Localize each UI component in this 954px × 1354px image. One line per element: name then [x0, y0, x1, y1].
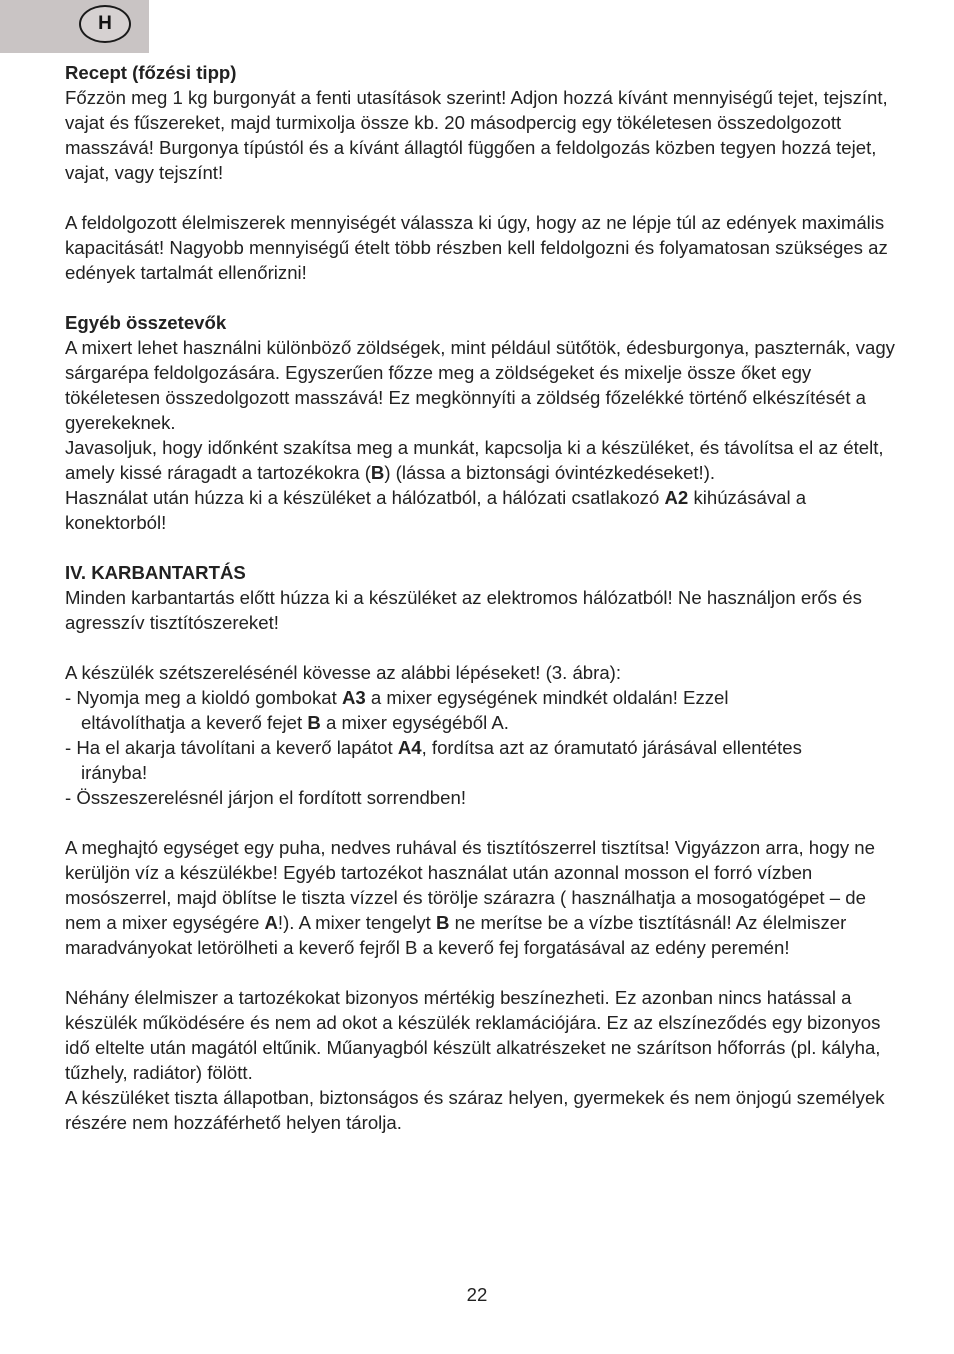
- maintenance-paragraph-3: A meghajtó egységet egy puha, nedves ruhával és tisztítószerrel tisztítsa! Vigyázzon arra, hogy ne kerüljön víz a készülékbe! Egyéb tartozékot használat után azonnal mosson el forró vízben mosószerrel, majd öblítse le tiszta vízzel és törölje szárazra ( használhatja a mosogatógépet – de nem a mixer egységére A!). A mixer tengelyt B ne merítse be a vízbe tisztításnál! Az élelmiszer maradványokat letörölheti a keverő fejről B a keverő fej forgatásával az edény peremén!: [65, 837, 875, 958]
- disassembly-step-2: - Ha el akarja távolítani a keverő lapátot A4, fordítsa azt az óramutató járásával ellentétes: [65, 737, 802, 758]
- page-number: 22: [466, 1284, 488, 1305]
- language-tab: [0, 0, 149, 53]
- disassembly-step-3: - Összeszerelésnél járjon el fordított sorrendben!: [65, 787, 466, 808]
- language-badge: H: [79, 5, 131, 43]
- recipe-paragraph-2: A feldolgozott élelmiszerek mennyiségét válassza ki úgy, hogy az ne lépje túl az edények maximális kapacitását! Nagyobb mennyiségű ételt több részben kell feldolgozni és folyamatosan szükséges az edények tartalmát ellenőrizni!: [65, 212, 888, 283]
- other-paragraph-3: Használat után húzza ki a készüléket a hálózatból, a hálózati csatlakozó A2 kihúzásával a konektorból!: [65, 487, 807, 533]
- page-content: [65, 60, 895, 1135]
- maintenance-paragraph-4: Néhány élelmiszer a tartozékokat bizonyos mértékig beszínezheti. Ez azonban nincs hatással a készülék működésére és nem ad okot a készülék reklamációjára. Ez az elszíneződés egy bizonyos idő eltelte után magától eltűnik. Műanyagból készült alkatrészeket ne szárítson hőforrás (pl. kályha, tűzhely, radiátor) fölött.: [65, 987, 881, 1083]
- other-ingredients-heading: Egyéb összetevők: [65, 312, 227, 333]
- disassembly-step-1-continued: eltávolíthatja a keverő fejet B a mixer egységéből A.: [81, 712, 509, 733]
- maintenance-paragraph-5: A készüléket tiszta állapotban, biztonságos és száraz helyen, gyermekek és nem önjogú személyek részére nem hozzáférhető helyen tárolja.: [65, 1087, 885, 1133]
- disassembly-step-1: - Nyomja meg a kioldó gombokat A3 a mixer egységének mindkét oldalán! Ezzel: [65, 687, 729, 708]
- maintenance-paragraph-1: Minden karbantartás előtt húzza ki a készüléket az elektromos hálózatból! Ne használjon erős és agresszív tisztítószereket!: [65, 587, 862, 633]
- maintenance-heading: IV. KARBANTARTÁS: [65, 562, 246, 583]
- recipe-paragraph-1: Főzzön meg 1 kg burgonyát a fenti utasítások szerint! Adjon hozzá kívánt mennyiségű tejet, tejszínt, vajat és fűszereket, majd turmixolja össze kb. 20 másodpercig egy tökéletesen összedolgozott masszává! Burgonya típústól és a kívánt állagtól függően a feldolgozás közben tegyen hozzá tejet, vajat, vagy tejszínt!: [65, 87, 888, 183]
- maintenance-paragraph-2: A készülék szétszerelésénél kövesse az alábbi lépéseket! (3. ábra):: [65, 662, 622, 683]
- recipe-heading: Recept (főzési tipp): [65, 62, 237, 83]
- other-paragraph-2: Javasoljuk, hogy időnként szakítsa meg a munkát, kapcsolja ki a készüléket, és távolítsa el az ételt, amely kissé ráragadt a tartozékokra (B) (lássa a biztonsági óvintézkedéseket!).: [65, 437, 884, 483]
- disassembly-step-2-continued: irányba!: [81, 762, 148, 783]
- other-paragraph-1: A mixert lehet használni különböző zöldségek, mint például sütőtök, édesburgonya, paszternák, vagy sárgarépa feldolgozására. Egyszerűen főzze meg a zöldségeket és mixelje össze őket egy tökéletesen összedolgozott masszává! Ez megkönnyíti a zöldség főzelékké történő elkészítését a gyerekeknek.: [65, 337, 895, 433]
